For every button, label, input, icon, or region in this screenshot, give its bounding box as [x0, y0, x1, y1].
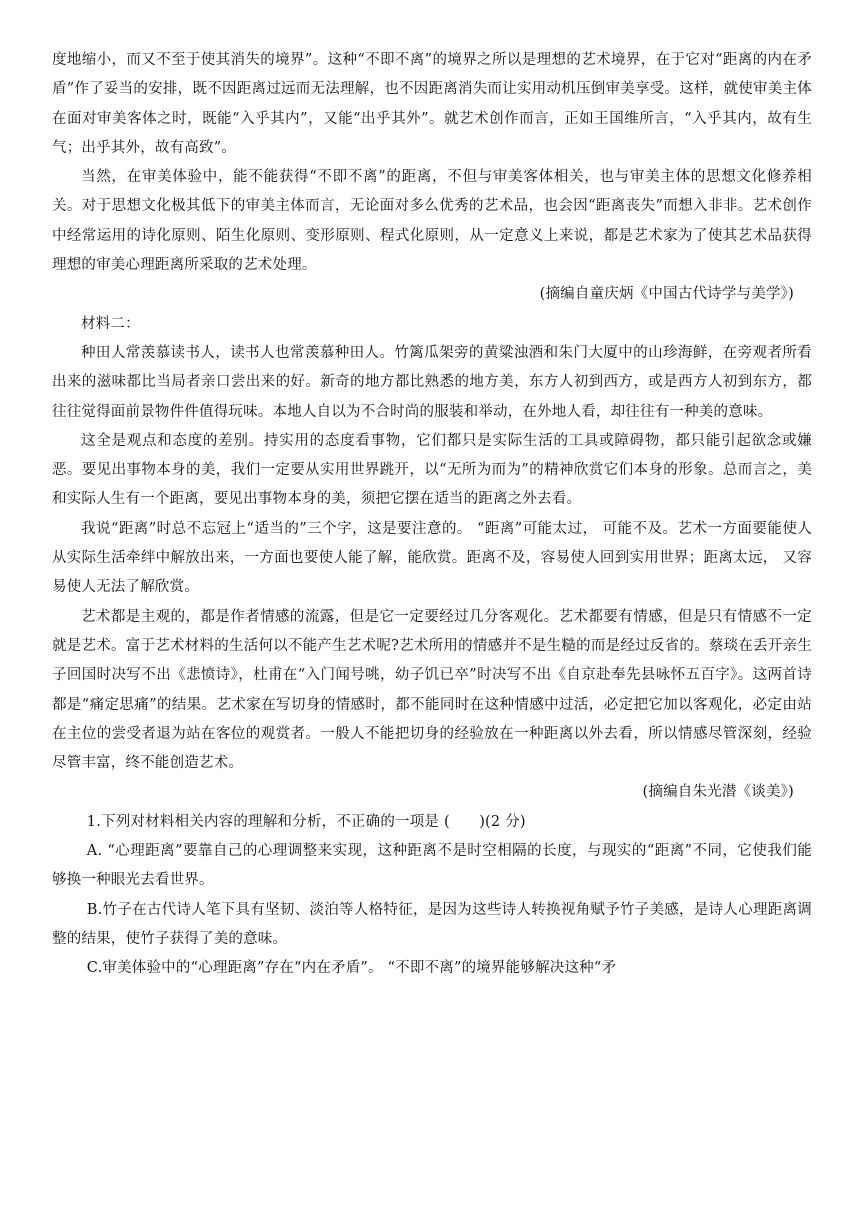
material-two-paragraph-2: 这全是观点和态度的差别。持实用的态度看事物，它们都只是实际生活的工具或障碍物，都只能引起欲念或嫌恶。要见出事物本身的美，我们一定要从实用世界跳开，以“无所为而为”的精神欣赏它们本身的形象。总而言之，美和实际人生有一个距离，要见出事物本身的美，须把它摆在适当的距离之外去看。	[52, 432, 812, 508]
material-one-paragraph-1: 度地缩小，而又不至于使其消失的境界”。这种“不即不离”的境界之所以是理想的艺术境界，在于它对“距离的内在矛盾”作了妥当的安排，既不因距离过远而无法理解，也不因距离消失而让实用动机压倒审美享受。这样，就使审美主体在面对审美客体之时，既能“入乎其内”，又能“出乎其外”。就艺术创作而言，正如王国维所言，“入乎其内，故有生气；出乎其外，故有高致”。	[52, 52, 812, 156]
material-two-source: (摘编自朱光潜《谈美》)	[642, 784, 794, 801]
material-one-paragraph-2: 当然，在审美体验中，能不能获得“不即不离”的距离，不但与审美客体相关，也与审美主体的思想文化修养相关。对于思想文化极其低下的审美主体而言，无论面对多么优秀的艺术品，也会因“距离丧失”而想入非非。艺术创作中经常运用的诗化原则、陌生化原则、变形原则、程式化原则，从一定意义上来说，都是艺术家为了使其艺术品获得理想的审美心理距离所采取的艺术处理。	[52, 169, 812, 274]
material-two-paragraph-1: 种田人常羡慕读书人，读书人也常羡慕种田人。竹篱瓜架旁的黄粱浊酒和朱门大厦中的山珍海鲜，在旁观者所看出来的滋味都比当局者亲口尝出来的好。新奇的地方都比熟悉的地方美，东方人初到西方，或是西方人初到东方，都往往觉得面前景物件件值得玩味。本地人自以为不合时尚的服装和举动，在外地人看，却往往有一种美的意味。	[52, 344, 812, 420]
question-1-option-b: B.竹子在古代诗人笔下具有坚韧、淡泊等人格特征，是因为这些诗人转换视角赋予竹子美感，是诗人心理距离调整的结果，使竹子获得了美的意味。	[52, 901, 812, 947]
document-body	[52, 46, 812, 984]
material-two-paragraph-3: 我说“距离”时总不忘冠上“适当的”三个字，这是要注意的。 “距离”可能太过， 可能不及。艺术一方面要能使人从实际生活牵绊中解放出来，一方面也要使人能了解，能欣赏。距离不及，容易使人回到实用世界；距离太远， 又容易使人无法了解欣赏。	[52, 520, 812, 596]
material-one-source: (摘编自童庆炳《中国古代诗学与美学》)	[539, 286, 794, 303]
question-1-option-a: A. “心理距离”要靠自己的心理调整来实现，这种距离不是时空相隔的长度，与现实的“距离”不同，它使我们能够换一种眼光去看世界。	[52, 843, 812, 889]
question-1-stem: 1.下列对材料相关内容的理解和分析，不正确的一项是 ( )(2 分)	[86, 813, 526, 830]
question-1-option-c: C.审美体验中的“心理距离”存在“内在矛盾”。 “不即不离”的境界能够解决这种“矛	[86, 960, 617, 977]
material-two-label: 材料二：	[81, 315, 140, 332]
material-two-paragraph-4: 艺术都是主观的，都是作者情感的流露，但是它一定要经过几分客观化。艺术都要有情感，但是只有情感不一定就是艺术。富于艺术材料的生活何以不能产生艺术呢?艺术所用的情感并不是生糙的而是经过反省的。蔡琰在丢开亲生子回国时决写不出《悲愤诗》，杜甫在“入门闻号咷，幼子饥已卒”时决写不出《自京赴奉先县咏怀五百字》。这两首诗都是“痛定思痛”的结果。艺术家在写切身的情感时，都不能同时在这种情感中过活，必定把它加以客观化，必定由站在主位的尝受者退为站在客位的观赏者。一般人不能把切身的经验放在一种距离以外去看，所以情感尽管深刻，经验尽管丰富，终不能创造艺术。	[52, 608, 812, 772]
